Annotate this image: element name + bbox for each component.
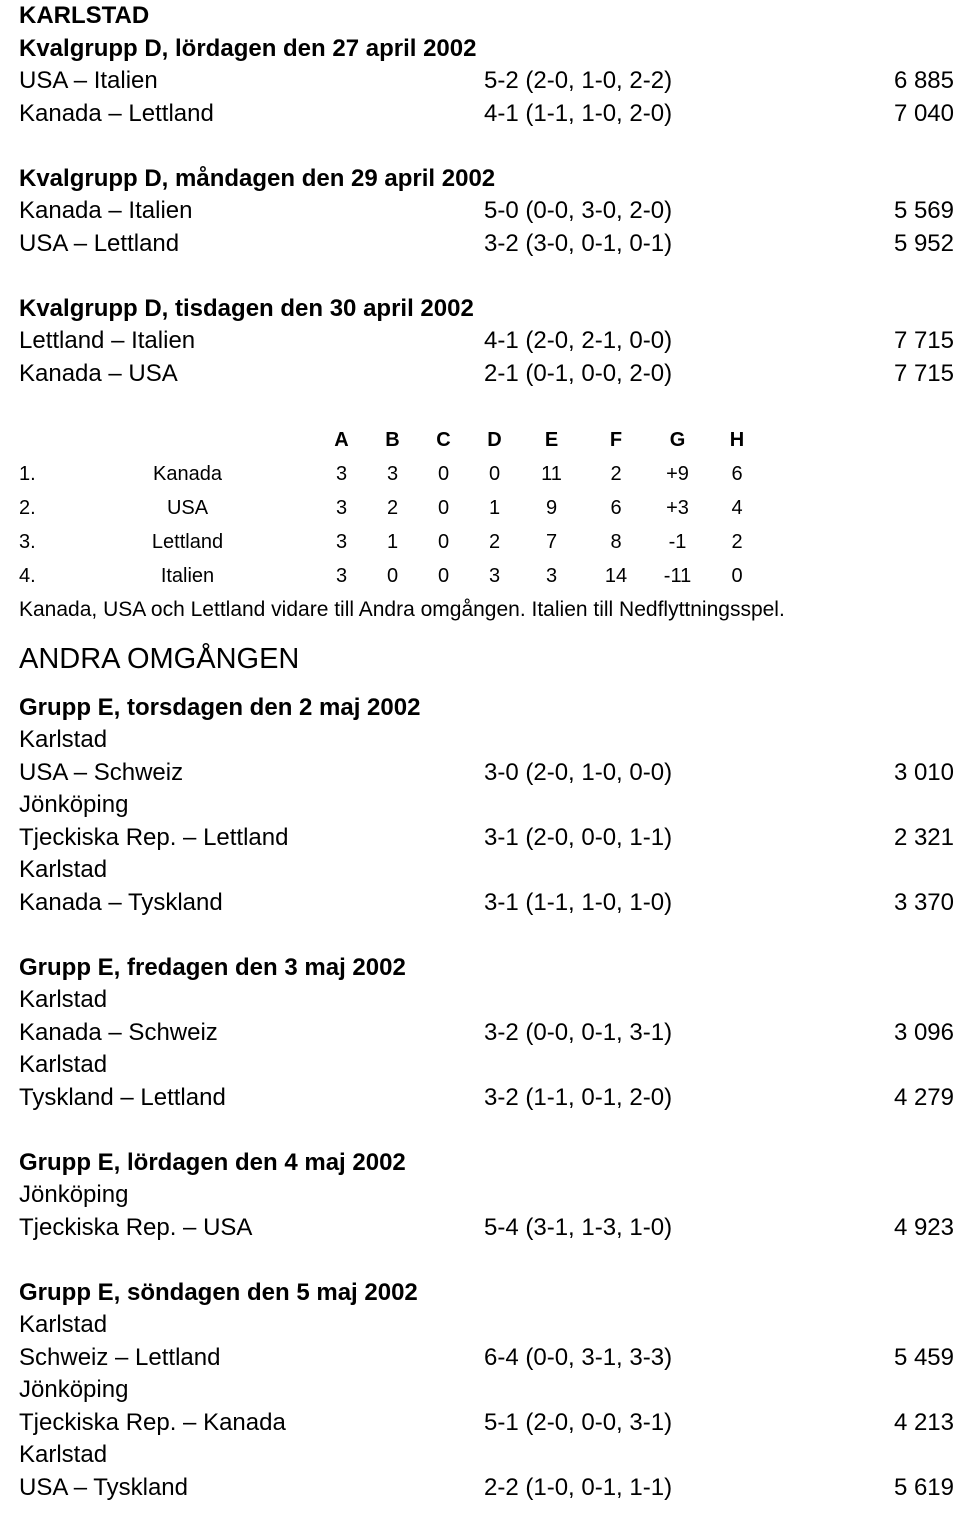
col-header: G bbox=[669, 428, 686, 451]
match-teams: Schweiz – Lettland bbox=[19, 1343, 221, 1371]
section-heading: Kvalgrupp D, måndagen den 29 april 2002 bbox=[19, 164, 496, 192]
spacer bbox=[19, 130, 954, 163]
row-value: 0 bbox=[437, 530, 450, 553]
match-row bbox=[19, 887, 954, 920]
match-attendance: 7 715 bbox=[893, 327, 954, 354]
row-position: 4. bbox=[19, 564, 36, 587]
spacer bbox=[19, 1244, 954, 1277]
match-score: 3-2 (3-0, 0-1, 0-1) bbox=[484, 229, 673, 257]
section-heading: Grupp E, söndagen den 5 maj 2002 bbox=[19, 1278, 418, 1306]
row-value: 8 bbox=[610, 530, 622, 553]
section-heading: Grupp E, torsdagen den 2 maj 2002 bbox=[19, 693, 421, 721]
match-venue: Karlstad bbox=[19, 726, 108, 753]
match-score: 3-1 (1-1, 1-0, 1-0) bbox=[484, 888, 673, 916]
row-value: 0 bbox=[437, 496, 450, 519]
match-score: 2-2 (1-0, 0-1, 1-1) bbox=[484, 1473, 673, 1501]
match-score: 5-4 (3-1, 1-3, 1-0) bbox=[484, 1213, 673, 1241]
row-value: 0 bbox=[386, 564, 399, 587]
match-attendance: 5 459 bbox=[893, 1343, 954, 1371]
spacer bbox=[19, 260, 954, 293]
match-teams: Lettland – Italien bbox=[19, 327, 196, 354]
match-teams: Kanada – Italien bbox=[19, 197, 193, 224]
table-row bbox=[19, 491, 768, 525]
spacer bbox=[19, 1114, 954, 1147]
match-teams: USA – Italien bbox=[19, 67, 158, 94]
match-teams: Tjeckiska Rep. – Kanada bbox=[19, 1408, 286, 1436]
qualifier-sections bbox=[19, 33, 954, 391]
col-header: A bbox=[334, 428, 349, 451]
row-team: Lettland bbox=[151, 530, 224, 553]
row-value: 0 bbox=[437, 462, 450, 485]
row-value: 1 bbox=[488, 496, 501, 519]
col-header: B bbox=[385, 428, 400, 451]
match-venue: Karlstad bbox=[19, 856, 108, 883]
row-value: 14 bbox=[604, 564, 628, 587]
row-value: 3 bbox=[488, 564, 501, 587]
row-value: +3 bbox=[666, 496, 689, 519]
section-heading: Kvalgrupp D, tisdagen den 30 april 2002 bbox=[19, 294, 474, 322]
section-heading: Kvalgrupp D, lördagen den 27 april 2002 bbox=[19, 34, 477, 62]
match-attendance: 5 619 bbox=[893, 1473, 954, 1501]
match-row bbox=[19, 358, 954, 391]
match-attendance: 5 952 bbox=[893, 229, 954, 257]
col-header: C bbox=[436, 428, 451, 451]
col-header: D bbox=[487, 428, 502, 451]
row-value: -11 bbox=[663, 564, 692, 587]
row-value: 2 bbox=[610, 462, 622, 485]
match-teams: Kanada – Lettland bbox=[19, 99, 214, 127]
table-row bbox=[19, 525, 768, 559]
row-value: 4 bbox=[731, 496, 743, 519]
match-venue: Karlstad bbox=[19, 1311, 108, 1338]
match-teams: USA – Tyskland bbox=[19, 1473, 188, 1501]
match-venue: Karlstad bbox=[19, 1051, 108, 1078]
match-attendance: 7 040 bbox=[893, 99, 954, 127]
page-title: KARLSTAD bbox=[19, 2, 150, 29]
col-header: F bbox=[609, 428, 623, 451]
match-teams: Tyskland – Lettland bbox=[19, 1083, 226, 1111]
match-attendance: 2 321 bbox=[893, 823, 954, 851]
match-teams: USA – Lettland bbox=[19, 229, 180, 257]
match-score: 6-4 (0-0, 3-1, 3-3) bbox=[484, 1343, 673, 1371]
match-venue: Karlstad bbox=[19, 1441, 108, 1468]
pos-header bbox=[19, 423, 59, 457]
row-value: 3 bbox=[335, 530, 348, 553]
match-teams: Kanada – USA bbox=[19, 359, 178, 387]
match-teams: Kanada – Schweiz bbox=[19, 1018, 218, 1046]
match-row bbox=[19, 757, 954, 790]
match-row bbox=[19, 1342, 954, 1375]
match-row bbox=[19, 65, 954, 98]
team-header bbox=[59, 423, 316, 457]
row-value: 3 bbox=[335, 462, 348, 485]
match-score: 4-1 (1-1, 1-0, 2-0) bbox=[484, 99, 673, 127]
document-page bbox=[19, 0, 954, 1504]
row-value: 7 bbox=[545, 530, 558, 553]
row-team: USA bbox=[166, 496, 209, 519]
standings-note: Kanada, USA och Lettland vidare till Andra omgången. Italien till Nedflyttningsspel. bbox=[19, 597, 785, 621]
match-venue: Jönköping bbox=[19, 1376, 129, 1403]
match-teams: Tjeckiska Rep. – Lettland bbox=[19, 823, 289, 851]
match-attendance: 3 370 bbox=[893, 888, 954, 916]
row-value: 2 bbox=[731, 530, 743, 553]
match-attendance: 3 096 bbox=[893, 1018, 954, 1046]
table-row bbox=[19, 457, 768, 491]
match-teams: Kanada – Tyskland bbox=[19, 888, 223, 916]
match-score: 3-2 (1-1, 0-1, 2-0) bbox=[484, 1083, 673, 1111]
match-teams: Tjeckiska Rep. – USA bbox=[19, 1213, 253, 1241]
row-value: 2 bbox=[386, 496, 399, 519]
row-team: Kanada bbox=[153, 462, 222, 485]
row-position: 1. bbox=[19, 462, 36, 485]
match-row bbox=[19, 98, 954, 131]
match-score: 2-1 (0-1, 0-0, 2-0) bbox=[484, 359, 673, 387]
match-score: 5-1 (2-0, 0-0, 3-1) bbox=[484, 1408, 673, 1436]
match-row bbox=[19, 1472, 954, 1505]
match-row bbox=[19, 1082, 954, 1115]
match-score: 3-2 (0-0, 0-1, 3-1) bbox=[484, 1018, 673, 1046]
row-value: 2 bbox=[488, 530, 501, 553]
match-venue: Karlstad bbox=[19, 986, 108, 1013]
match-row bbox=[19, 325, 954, 358]
match-teams: USA – Schweiz bbox=[19, 758, 184, 786]
match-row bbox=[19, 228, 954, 261]
match-attendance: 3 010 bbox=[893, 758, 954, 786]
match-row bbox=[19, 1017, 954, 1050]
match-attendance: 4 213 bbox=[893, 1408, 954, 1436]
row-position: 2. bbox=[19, 496, 36, 519]
row-position: 3. bbox=[19, 530, 36, 553]
match-venue: Jönköping bbox=[19, 791, 129, 818]
standings-table bbox=[19, 423, 768, 593]
match-score: 3-0 (2-0, 1-0, 0-0) bbox=[484, 758, 673, 786]
standings-header-row bbox=[19, 423, 768, 457]
match-venue: Jönköping bbox=[19, 1181, 129, 1208]
standings-body bbox=[19, 457, 768, 593]
row-value: +9 bbox=[666, 462, 689, 485]
row-value: 3 bbox=[545, 564, 558, 587]
match-row bbox=[19, 1407, 954, 1440]
match-row bbox=[19, 1212, 954, 1245]
row-value: 6 bbox=[610, 496, 622, 519]
match-score: 5-0 (0-0, 3-0, 2-0) bbox=[484, 197, 673, 224]
match-score: 5-2 (2-0, 1-0, 2-2) bbox=[484, 67, 673, 94]
col-header: E bbox=[544, 428, 559, 451]
spacer bbox=[19, 390, 954, 423]
row-value: 9 bbox=[545, 496, 558, 519]
row-value: 6 bbox=[731, 462, 743, 485]
row-value: 3 bbox=[386, 462, 399, 485]
row-value: -1 bbox=[668, 530, 687, 553]
section-heading: Grupp E, lördagen den 4 maj 2002 bbox=[19, 1148, 406, 1176]
row-value: 0 bbox=[488, 462, 501, 485]
match-attendance: 4 279 bbox=[893, 1083, 954, 1111]
match-attendance: 5 569 bbox=[893, 197, 954, 224]
match-score: 3-1 (2-0, 0-0, 1-1) bbox=[484, 823, 673, 851]
row-value: 11 bbox=[541, 462, 562, 485]
round2-sections bbox=[19, 692, 954, 1505]
match-attendance: 6 885 bbox=[893, 67, 954, 94]
row-team: Italien bbox=[160, 564, 215, 587]
spacer bbox=[19, 919, 954, 952]
match-attendance: 7 715 bbox=[893, 359, 954, 387]
match-row bbox=[19, 822, 954, 855]
match-row bbox=[19, 195, 954, 228]
section-heading: Grupp E, fredagen den 3 maj 2002 bbox=[19, 953, 406, 981]
match-score: 4-1 (2-0, 2-1, 0-0) bbox=[484, 327, 673, 354]
table-row bbox=[19, 559, 768, 593]
col-header: H bbox=[729, 428, 745, 451]
row-value: 1 bbox=[386, 530, 399, 553]
row-value: 0 bbox=[437, 564, 450, 587]
row-value: 3 bbox=[335, 564, 348, 587]
match-attendance: 4 923 bbox=[893, 1213, 954, 1241]
row-value: 3 bbox=[335, 496, 348, 519]
round-title: ANDRA OMGÅNGEN bbox=[19, 642, 300, 675]
row-value: 0 bbox=[731, 564, 743, 587]
